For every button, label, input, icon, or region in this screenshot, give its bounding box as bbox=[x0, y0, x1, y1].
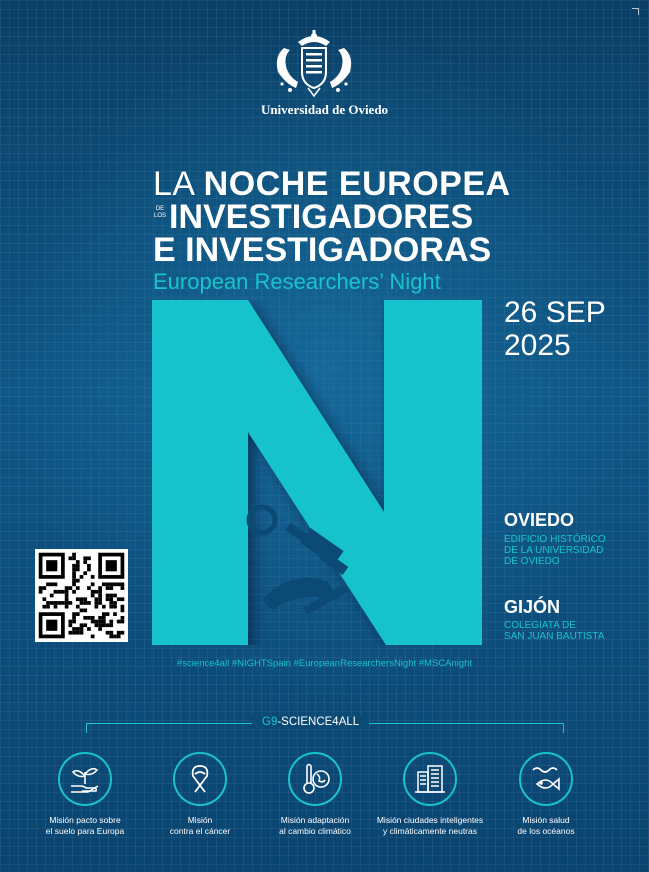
title-investigadores: INVESTIGADORES bbox=[169, 198, 474, 236]
title-noche-europea: NOCHE EUROPEA bbox=[203, 165, 511, 203]
mission-soil bbox=[25, 752, 145, 837]
date-day-month: 26 SEP bbox=[504, 296, 606, 329]
mission-climate bbox=[255, 752, 375, 837]
mission-oceans bbox=[486, 752, 606, 837]
qr-code[interactable] bbox=[35, 549, 128, 642]
g9-divider-tick-right bbox=[563, 723, 564, 733]
mission-soil-label: Misión pacto sobre el suelo para Europa bbox=[45, 815, 125, 836]
date-year: 2025 bbox=[504, 329, 571, 362]
g9-divider-tick-left bbox=[86, 723, 87, 733]
event-date bbox=[504, 296, 606, 362]
title-investigadoras: E INVESTIGADORAS bbox=[153, 231, 492, 269]
title-line-2 bbox=[153, 200, 493, 234]
ribbon-icon bbox=[175, 754, 225, 804]
venue-oviedo-detail: EDIFICIO HISTÓRICO DE LA UNIVERSIDAD DE OVIEDO bbox=[504, 534, 606, 567]
plant-hand-icon bbox=[60, 754, 110, 804]
venue-gijon-city: GIJÓN bbox=[504, 597, 561, 617]
buildings-icon bbox=[405, 754, 455, 804]
g9-science4all: G9-SCIENCE4ALL bbox=[252, 716, 369, 728]
venue-gijon-detail: COLEGIATA DE SAN JUAN BAUTISTA bbox=[504, 620, 605, 642]
university-crest-icon bbox=[268, 28, 360, 98]
mission-climate-label: Misión adaptación al cambio climático bbox=[279, 815, 351, 836]
mission-cancer-label: Misión contra el cáncer bbox=[169, 815, 231, 836]
title-de-los: DE LOS bbox=[153, 206, 166, 219]
thermometer-globe-icon bbox=[290, 754, 340, 804]
title-line-1 bbox=[153, 165, 511, 203]
mission-cities-label: Misión ciudades inteligentes y climáticamente neutras bbox=[376, 815, 484, 836]
hashtags: #science4all #NIGHTSpain #EuropeanResearchersNight #MSCAnight bbox=[176, 658, 473, 669]
title-la: LA bbox=[153, 165, 204, 203]
big-n-microscope-graphic bbox=[152, 300, 482, 645]
event-title bbox=[153, 165, 511, 296]
title-english: European Researchers’ Night bbox=[153, 269, 441, 294]
mission-cancer bbox=[140, 752, 260, 837]
mission-oceans-label: Misión salud de los océanos bbox=[517, 815, 575, 836]
mission-cities bbox=[370, 752, 490, 837]
corner-mark bbox=[632, 8, 639, 15]
university-name: Universidad de Oviedo bbox=[260, 102, 389, 117]
venue-oviedo-city: OVIEDO bbox=[504, 510, 575, 530]
fish-waves-icon bbox=[521, 754, 571, 804]
